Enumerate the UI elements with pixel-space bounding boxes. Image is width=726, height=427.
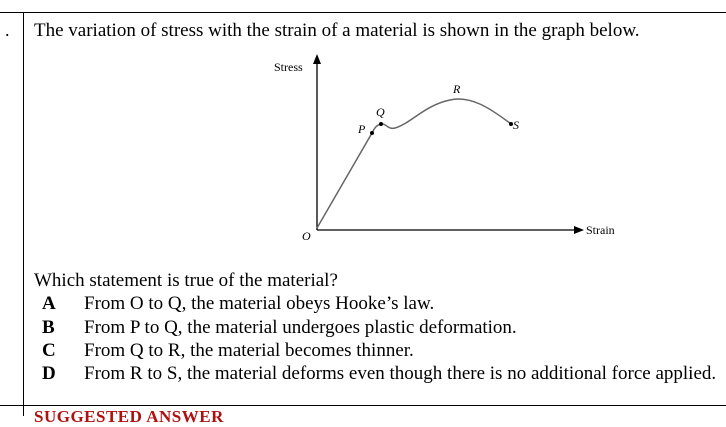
option-letter: D <box>42 363 56 384</box>
suggested-answer-heading: SUGGESTED ANSWER <box>34 407 224 426</box>
y-axis-arrowhead <box>313 54 321 64</box>
point-r-label: R <box>453 82 461 96</box>
option-d[interactable] <box>0 363 726 387</box>
option-text: From R to S, the material deforms even though there is no additional force applied. <box>84 363 717 384</box>
y-axis-label: Stress <box>274 60 303 74</box>
question-prompt: Which statement is true of the material? <box>34 270 338 291</box>
point-p-marker <box>370 131 374 135</box>
option-letter: B <box>42 317 55 338</box>
point-q-label: Q <box>376 105 385 119</box>
table-top-border <box>0 12 726 13</box>
x-axis-arrowhead <box>574 226 584 234</box>
point-p-label: P <box>358 122 366 136</box>
table-column-divider <box>23 12 24 416</box>
stress-strain-graph <box>260 50 630 250</box>
option-letter: A <box>42 293 56 314</box>
point-q-marker <box>379 122 383 126</box>
option-text: From Q to R, the material becomes thinner. <box>84 340 414 361</box>
question-number: . <box>5 20 10 40</box>
stress-strain-curve <box>317 99 511 228</box>
question-text: The variation of stress with the strain of a material is shown in the graph below. <box>34 20 640 41</box>
origin-label: O <box>302 229 311 243</box>
option-letter: C <box>42 340 56 361</box>
option-text: From O to Q, the material obeys Hooke’s law. <box>84 293 435 314</box>
point-s-label: S <box>513 118 519 132</box>
x-axis-label: Strain <box>586 223 615 237</box>
option-text: From P to Q, the material undergoes plastic deformation. <box>84 317 517 338</box>
table-bottom-border <box>0 405 726 406</box>
